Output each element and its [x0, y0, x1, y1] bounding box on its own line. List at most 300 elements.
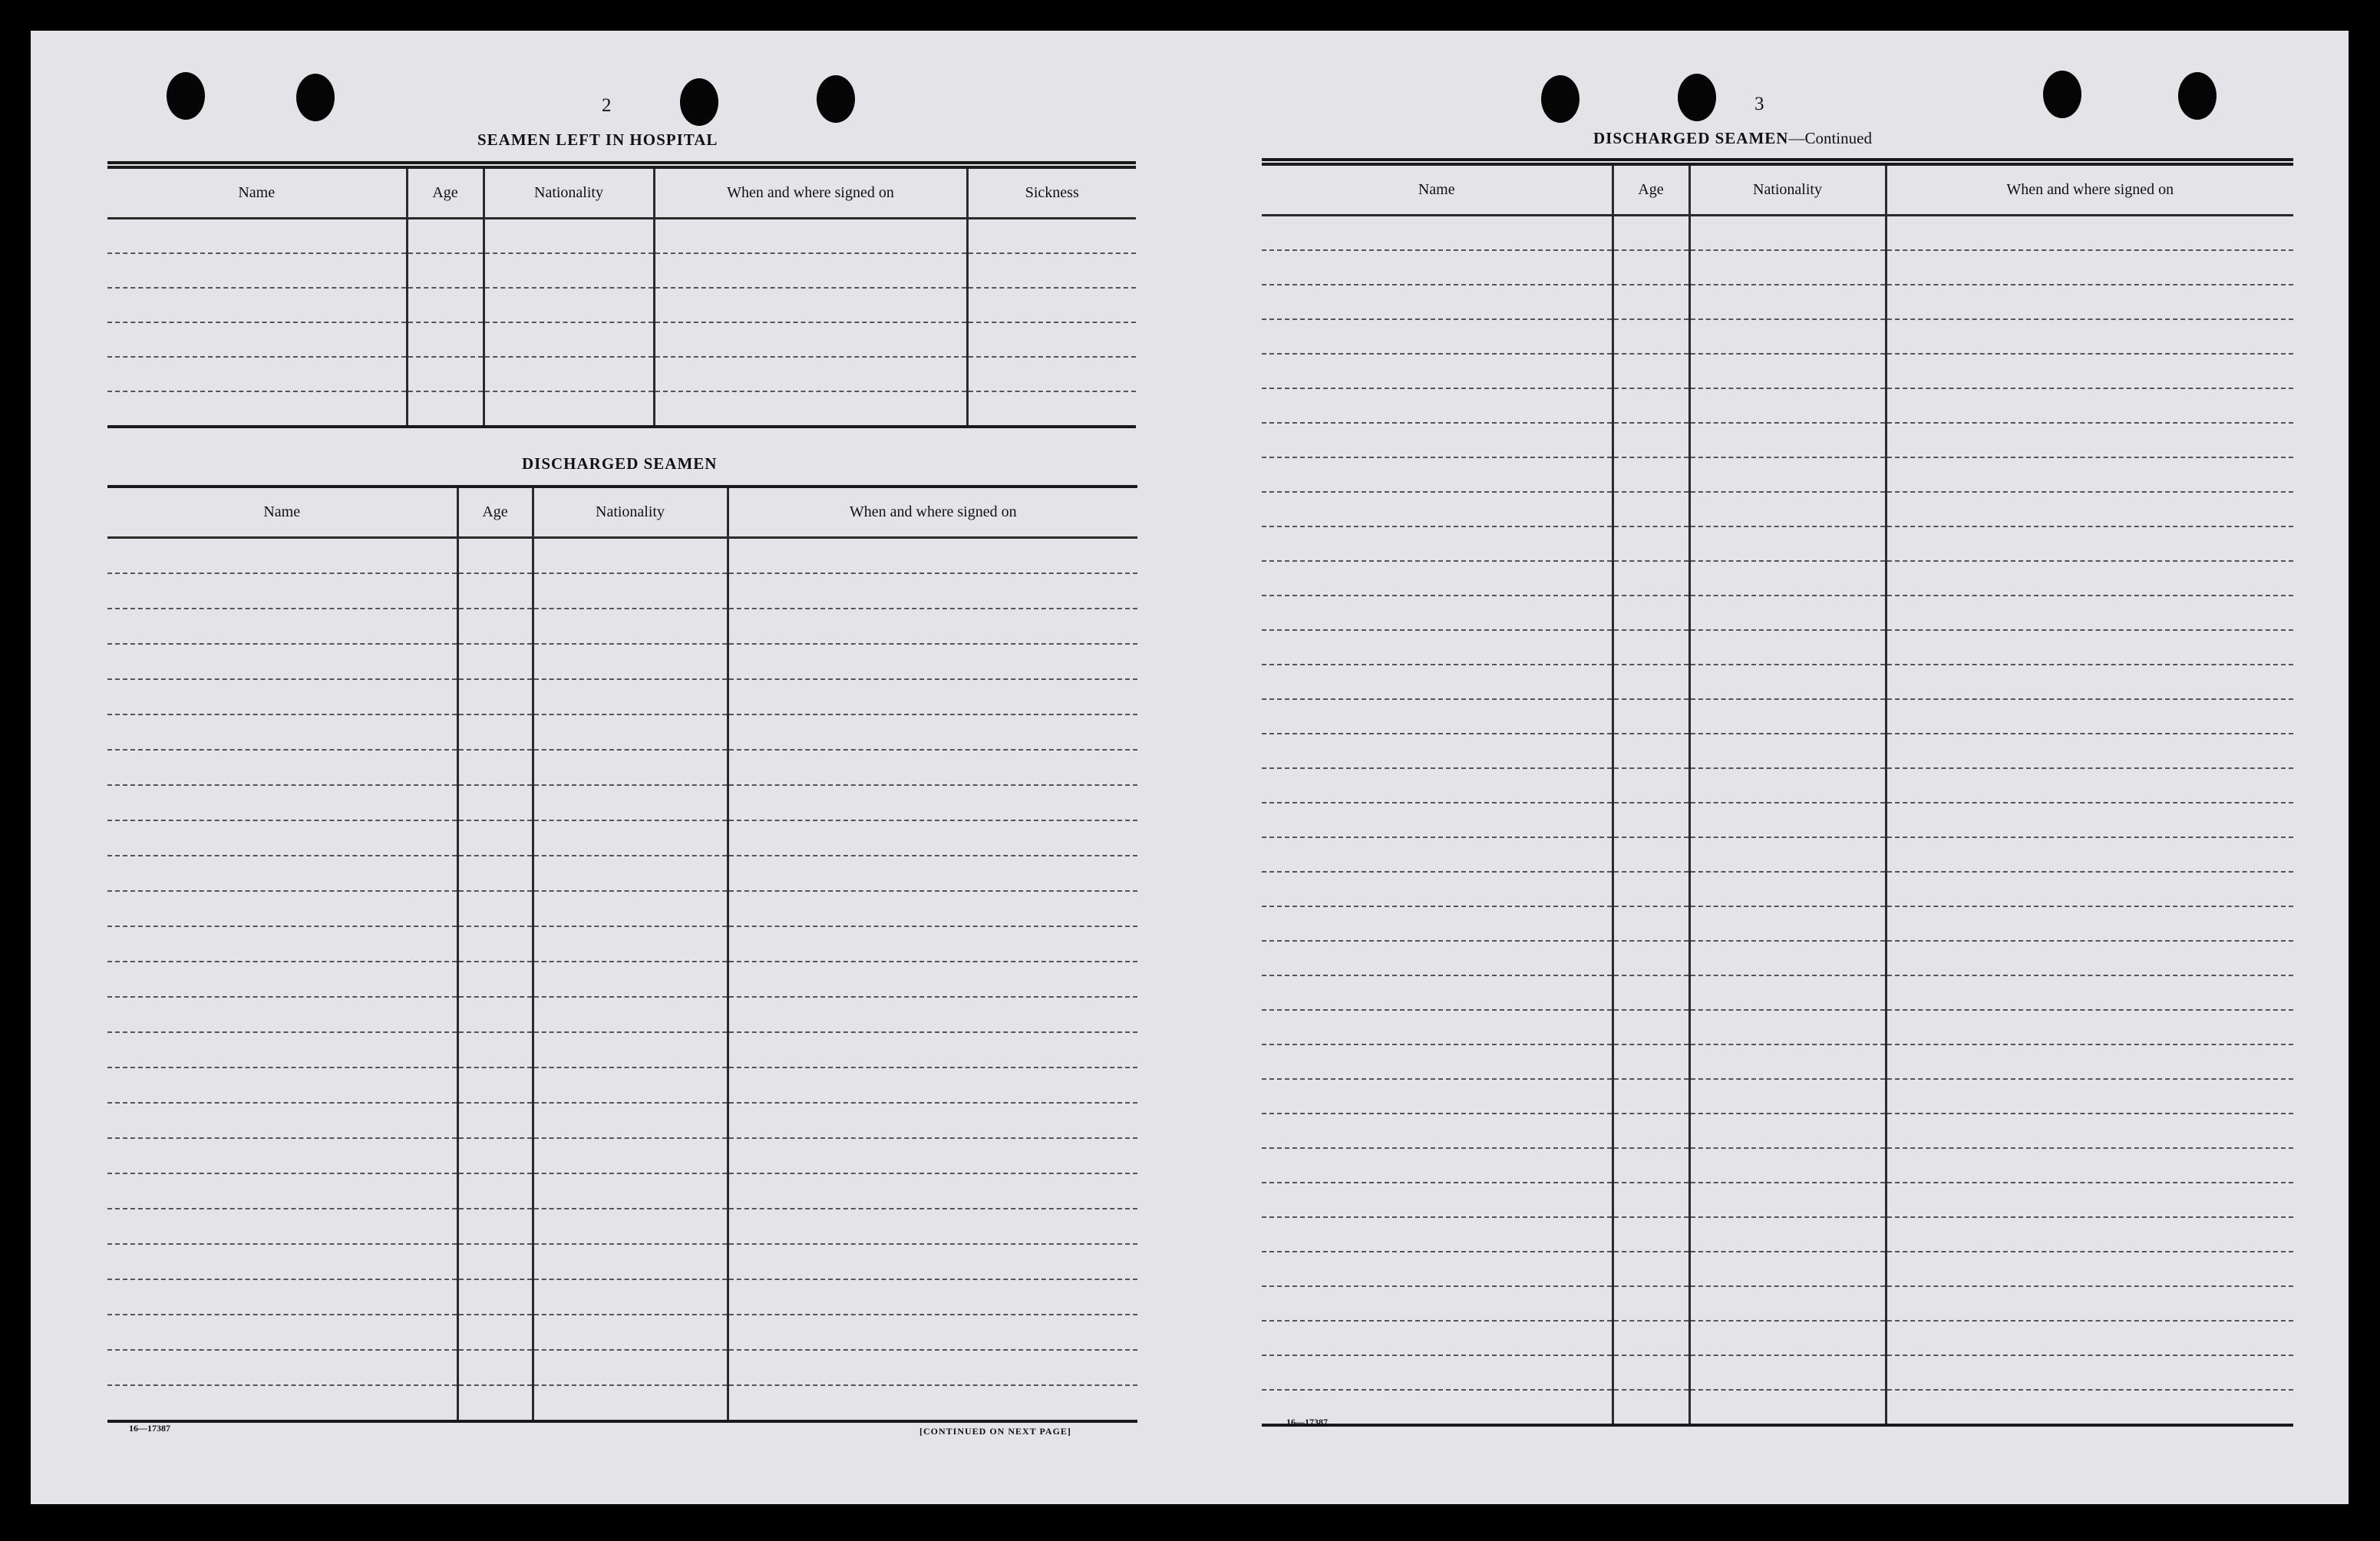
column-header-nationality: Nationality: [484, 167, 654, 219]
name-cell[interactable]: [107, 679, 457, 714]
age-cell[interactable]: [1613, 837, 1689, 872]
signed-on-cell[interactable]: [728, 1103, 1137, 1138]
name-cell[interactable]: [107, 785, 457, 820]
age-cell[interactable]: [1613, 768, 1689, 803]
signed-on-cell[interactable]: [728, 750, 1137, 785]
name-cell[interactable]: [1262, 319, 1613, 354]
nationality-cell[interactable]: [1689, 906, 1886, 941]
name-cell[interactable]: [107, 538, 457, 574]
sickness-cell[interactable]: [967, 391, 1136, 427]
signed-on-cell[interactable]: [1886, 319, 2293, 354]
name-cell[interactable]: [1262, 526, 1613, 561]
name-cell[interactable]: [1262, 803, 1613, 837]
name-cell[interactable]: [1262, 457, 1613, 492]
name-cell[interactable]: [1262, 596, 1613, 630]
age-cell[interactable]: [1613, 319, 1689, 354]
continued-note: [CONTINUED ON NEXT PAGE]: [919, 1426, 1071, 1437]
age-cell[interactable]: [407, 391, 484, 427]
age-cell[interactable]: [457, 1103, 533, 1138]
signed-on-cell[interactable]: [728, 997, 1137, 1032]
discharged-table: [107, 485, 1137, 1423]
signed-on-cell[interactable]: [654, 357, 967, 391]
age-cell[interactable]: [1613, 665, 1689, 699]
table-row: [1262, 216, 2293, 251]
name-cell[interactable]: [1262, 975, 1613, 1010]
nationality-cell[interactable]: [533, 714, 728, 750]
age-cell[interactable]: [1613, 285, 1689, 319]
table-row: [107, 1173, 1137, 1209]
nationality-cell[interactable]: [533, 997, 728, 1032]
age-cell[interactable]: [457, 679, 533, 714]
nationality-cell[interactable]: [533, 750, 728, 785]
signed-on-cell[interactable]: [1886, 734, 2293, 768]
name-cell[interactable]: [1262, 354, 1613, 388]
age-cell[interactable]: [407, 253, 484, 288]
nationality-cell[interactable]: [533, 1350, 728, 1385]
table-row: [107, 750, 1137, 785]
name-cell[interactable]: [107, 997, 457, 1032]
signed-on-cell[interactable]: [1886, 906, 2293, 941]
table-row: [1262, 596, 2293, 630]
signed-on-cell[interactable]: [728, 538, 1137, 574]
age-cell[interactable]: [457, 538, 533, 574]
nationality-cell[interactable]: [1689, 837, 1886, 872]
age-cell[interactable]: [1613, 1217, 1689, 1252]
age-cell[interactable]: [1613, 1079, 1689, 1114]
age-cell[interactable]: [1613, 216, 1689, 251]
nationality-cell[interactable]: [484, 322, 654, 357]
nationality-cell[interactable]: [533, 1032, 728, 1067]
signed-on-cell[interactable]: [728, 1138, 1137, 1173]
signed-on-cell[interactable]: [728, 891, 1137, 926]
table-row: [107, 962, 1137, 997]
name-cell[interactable]: [1262, 1217, 1613, 1252]
signed-on-cell[interactable]: [728, 1032, 1137, 1067]
nationality-cell[interactable]: [533, 856, 728, 891]
signed-on-cell[interactable]: [1886, 596, 2293, 630]
signed-on-cell[interactable]: [1886, 492, 2293, 526]
nationality-cell[interactable]: [533, 1138, 728, 1173]
table-row: [107, 1350, 1137, 1385]
nationality-cell[interactable]: [1689, 941, 1886, 975]
age-cell[interactable]: [457, 856, 533, 891]
age-cell[interactable]: [1613, 1010, 1689, 1044]
age-cell[interactable]: [1613, 803, 1689, 837]
name-cell[interactable]: [107, 219, 407, 254]
name-cell[interactable]: [107, 644, 457, 679]
nationality-cell[interactable]: [1689, 1183, 1886, 1217]
nationality-cell[interactable]: [1689, 1079, 1886, 1114]
signed-on-cell[interactable]: [1886, 837, 2293, 872]
age-cell[interactable]: [1613, 1321, 1689, 1355]
signed-on-cell[interactable]: [1886, 1183, 2293, 1217]
age-cell[interactable]: [1613, 941, 1689, 975]
nationality-cell[interactable]: [533, 679, 728, 714]
age-cell[interactable]: [457, 1209, 533, 1244]
age-cell[interactable]: [1613, 1355, 1689, 1390]
age-cell[interactable]: [457, 1138, 533, 1173]
nationality-cell[interactable]: [1689, 526, 1886, 561]
name-cell[interactable]: [1262, 250, 1613, 285]
signed-on-cell[interactable]: [728, 820, 1137, 856]
sickness-cell[interactable]: [967, 253, 1136, 288]
signed-on-cell[interactable]: [728, 644, 1137, 679]
signed-on-cell[interactable]: [654, 391, 967, 427]
punch-hole: [2043, 71, 2081, 118]
signed-on-cell[interactable]: [1886, 285, 2293, 319]
table-row: [1262, 388, 2293, 423]
name-cell[interactable]: [107, 288, 407, 322]
nationality-cell[interactable]: [1689, 630, 1886, 665]
age-cell[interactable]: [1613, 1390, 1689, 1425]
nationality-cell[interactable]: [533, 1315, 728, 1350]
table-row: [1262, 1217, 2293, 1252]
signed-on-cell[interactable]: [654, 219, 967, 254]
name-cell[interactable]: [1262, 1321, 1613, 1355]
name-cell[interactable]: [1262, 1252, 1613, 1286]
name-cell[interactable]: [107, 1244, 457, 1279]
signed-on-cell[interactable]: [1886, 768, 2293, 803]
age-cell[interactable]: [1613, 1183, 1689, 1217]
name-cell[interactable]: [1262, 734, 1613, 768]
signed-on-cell[interactable]: [1886, 1286, 2293, 1321]
age-cell[interactable]: [457, 609, 533, 644]
nationality-cell[interactable]: [1689, 1286, 1886, 1321]
signed-on-cell[interactable]: [1886, 1044, 2293, 1079]
age-cell[interactable]: [457, 962, 533, 997]
age-cell[interactable]: [407, 288, 484, 322]
discharged-continued-table: [1262, 163, 2293, 1427]
signed-on-cell[interactable]: [1886, 388, 2293, 423]
age-cell[interactable]: [457, 1315, 533, 1350]
age-cell[interactable]: [457, 1067, 533, 1103]
name-cell[interactable]: [1262, 768, 1613, 803]
table-row: [1262, 1010, 2293, 1044]
name-cell[interactable]: [1262, 1286, 1613, 1321]
signed-on-cell[interactable]: [728, 609, 1137, 644]
signed-on-cell[interactable]: [1886, 1114, 2293, 1148]
column-header-signed-on: When and where signed on: [1886, 164, 2293, 216]
age-cell[interactable]: [1613, 561, 1689, 596]
age-cell[interactable]: [1613, 1252, 1689, 1286]
signed-on-cell[interactable]: [1886, 1252, 2293, 1286]
nationality-cell[interactable]: [1689, 1321, 1886, 1355]
age-cell[interactable]: [457, 891, 533, 926]
nationality-cell[interactable]: [1689, 388, 1886, 423]
age-cell[interactable]: [1613, 1148, 1689, 1183]
name-cell[interactable]: [107, 891, 457, 926]
age-cell[interactable]: [407, 357, 484, 391]
column-header-age: Age: [457, 487, 533, 538]
name-cell[interactable]: [1262, 1010, 1613, 1044]
name-cell[interactable]: [107, 1279, 457, 1315]
signed-on-cell[interactable]: [1886, 630, 2293, 665]
nationality-cell[interactable]: [1689, 975, 1886, 1010]
signed-on-cell[interactable]: [1886, 941, 2293, 975]
age-cell[interactable]: [407, 322, 484, 357]
table-row: [107, 1279, 1137, 1315]
name-cell[interactable]: [1262, 1079, 1613, 1114]
age-cell[interactable]: [1613, 1044, 1689, 1079]
table-row: [107, 644, 1137, 679]
nationality-cell[interactable]: [533, 820, 728, 856]
nationality-cell[interactable]: [1689, 872, 1886, 906]
table-row: [1262, 1114, 2293, 1148]
age-cell[interactable]: [1613, 526, 1689, 561]
nationality-cell[interactable]: [533, 1385, 728, 1421]
name-cell[interactable]: [1262, 665, 1613, 699]
name-cell[interactable]: [107, 1315, 457, 1350]
name-cell[interactable]: [107, 322, 407, 357]
signed-on-cell[interactable]: [728, 926, 1137, 962]
age-cell[interactable]: [1613, 1286, 1689, 1321]
signed-on-cell[interactable]: [1886, 526, 2293, 561]
column-header-sickness: Sickness: [967, 167, 1136, 219]
age-cell[interactable]: [457, 573, 533, 609]
name-cell[interactable]: [1262, 1114, 1613, 1148]
name-cell[interactable]: [1262, 216, 1613, 251]
nationality-cell[interactable]: [1689, 1355, 1886, 1390]
age-cell[interactable]: [1613, 906, 1689, 941]
nationality-cell[interactable]: [484, 219, 654, 254]
nationality-cell[interactable]: [1689, 423, 1886, 457]
table-row: [107, 997, 1137, 1032]
nationality-cell[interactable]: [1689, 285, 1886, 319]
signed-on-cell[interactable]: [728, 1244, 1137, 1279]
nationality-cell[interactable]: [1689, 768, 1886, 803]
sickness-cell[interactable]: [967, 357, 1136, 391]
signed-on-cell[interactable]: [728, 856, 1137, 891]
table-row: [1262, 803, 2293, 837]
name-cell[interactable]: [1262, 423, 1613, 457]
name-cell[interactable]: [107, 962, 457, 997]
age-cell[interactable]: [457, 785, 533, 820]
age-cell[interactable]: [1613, 596, 1689, 630]
age-cell[interactable]: [457, 644, 533, 679]
table-row: [1262, 1079, 2293, 1114]
table-row: [107, 538, 1137, 574]
nationality-cell[interactable]: [533, 1067, 728, 1103]
age-cell[interactable]: [1613, 630, 1689, 665]
sickness-cell[interactable]: [967, 288, 1136, 322]
name-cell[interactable]: [107, 1209, 457, 1244]
name-cell[interactable]: [1262, 388, 1613, 423]
name-cell[interactable]: [107, 1032, 457, 1067]
nationality-cell[interactable]: [533, 1279, 728, 1315]
name-cell[interactable]: [1262, 837, 1613, 872]
name-cell[interactable]: [107, 253, 407, 288]
signed-on-cell[interactable]: [1886, 1390, 2293, 1425]
name-cell[interactable]: [107, 714, 457, 750]
age-cell[interactable]: [1613, 250, 1689, 285]
name-cell[interactable]: [107, 856, 457, 891]
name-cell[interactable]: [107, 1385, 457, 1421]
name-cell[interactable]: [107, 609, 457, 644]
name-cell[interactable]: [1262, 630, 1613, 665]
nationality-cell[interactable]: [1689, 319, 1886, 354]
table-row: [1262, 319, 2293, 354]
name-cell[interactable]: [107, 1173, 457, 1209]
age-cell[interactable]: [1613, 492, 1689, 526]
nationality-cell[interactable]: [1689, 699, 1886, 734]
signed-on-cell[interactable]: [1886, 354, 2293, 388]
signed-on-cell[interactable]: [728, 1067, 1137, 1103]
age-cell[interactable]: [457, 714, 533, 750]
nationality-cell[interactable]: [1689, 596, 1886, 630]
signed-on-cell[interactable]: [728, 962, 1137, 997]
nationality-cell[interactable]: [1689, 561, 1886, 596]
age-cell[interactable]: [1613, 423, 1689, 457]
name-cell[interactable]: [107, 1138, 457, 1173]
name-cell[interactable]: [1262, 561, 1613, 596]
name-cell[interactable]: [1262, 906, 1613, 941]
signed-on-cell[interactable]: [728, 785, 1137, 820]
nationality-cell[interactable]: [1689, 354, 1886, 388]
name-cell[interactable]: [107, 1067, 457, 1103]
name-cell[interactable]: [1262, 1183, 1613, 1217]
signed-on-cell[interactable]: [1886, 975, 2293, 1010]
table-row: [107, 1103, 1137, 1138]
table-row: [107, 1138, 1137, 1173]
name-cell[interactable]: [1262, 492, 1613, 526]
age-cell[interactable]: [457, 1173, 533, 1209]
signed-on-cell[interactable]: [1886, 216, 2293, 251]
nationality-cell[interactable]: [484, 253, 654, 288]
signed-on-cell[interactable]: [1886, 457, 2293, 492]
name-cell[interactable]: [107, 391, 407, 427]
nationality-cell[interactable]: [1689, 1114, 1886, 1148]
signed-on-cell[interactable]: [1886, 699, 2293, 734]
nationality-cell[interactable]: [1689, 1148, 1886, 1183]
signed-on-cell[interactable]: [1886, 1148, 2293, 1183]
age-cell[interactable]: [1613, 872, 1689, 906]
signed-on-cell[interactable]: [1886, 423, 2293, 457]
nationality-cell[interactable]: [533, 891, 728, 926]
signed-on-cell[interactable]: [654, 288, 967, 322]
age-cell[interactable]: [1613, 1114, 1689, 1148]
nationality-cell[interactable]: [1689, 803, 1886, 837]
age-cell[interactable]: [1613, 975, 1689, 1010]
signed-on-cell[interactable]: [1886, 250, 2293, 285]
signed-on-cell[interactable]: [728, 1385, 1137, 1421]
name-cell[interactable]: [107, 1350, 457, 1385]
signed-on-cell[interactable]: [1886, 1217, 2293, 1252]
nationality-cell[interactable]: [533, 538, 728, 574]
nationality-cell[interactable]: [1689, 1010, 1886, 1044]
name-cell[interactable]: [107, 357, 407, 391]
signed-on-cell[interactable]: [728, 1279, 1137, 1315]
signed-on-cell[interactable]: [1886, 1355, 2293, 1390]
name-cell[interactable]: [1262, 872, 1613, 906]
nationality-cell[interactable]: [1689, 1044, 1886, 1079]
age-cell[interactable]: [457, 997, 533, 1032]
nationality-cell[interactable]: [484, 357, 654, 391]
name-cell[interactable]: [107, 1103, 457, 1138]
signed-on-cell[interactable]: [728, 573, 1137, 609]
age-cell[interactable]: [1613, 388, 1689, 423]
name-cell[interactable]: [107, 820, 457, 856]
nationality-cell[interactable]: [1689, 1252, 1886, 1286]
sickness-cell[interactable]: [967, 322, 1136, 357]
name-cell[interactable]: [107, 750, 457, 785]
age-cell[interactable]: [457, 1385, 533, 1421]
name-cell[interactable]: [107, 573, 457, 609]
age-cell[interactable]: [457, 926, 533, 962]
age-cell[interactable]: [1613, 354, 1689, 388]
age-cell[interactable]: [457, 1244, 533, 1279]
nationality-cell[interactable]: [533, 1173, 728, 1209]
age-cell[interactable]: [1613, 734, 1689, 768]
signed-on-cell[interactable]: [728, 679, 1137, 714]
nationality-cell[interactable]: [533, 1244, 728, 1279]
signed-on-cell[interactable]: [1886, 1321, 2293, 1355]
nationality-cell[interactable]: [484, 288, 654, 322]
nationality-cell[interactable]: [533, 609, 728, 644]
nationality-cell[interactable]: [1689, 1390, 1886, 1425]
signed-on-cell[interactable]: [1886, 1010, 2293, 1044]
signed-on-cell[interactable]: [654, 253, 967, 288]
signed-on-cell[interactable]: [728, 714, 1137, 750]
signed-on-cell[interactable]: [1886, 665, 2293, 699]
nationality-cell[interactable]: [533, 962, 728, 997]
punch-hole: [1678, 74, 1716, 121]
signed-on-cell[interactable]: [728, 1350, 1137, 1385]
table-row: [107, 253, 1136, 288]
nationality-cell[interactable]: [533, 573, 728, 609]
age-cell[interactable]: [457, 750, 533, 785]
signed-on-cell[interactable]: [728, 1173, 1137, 1209]
age-cell[interactable]: [457, 820, 533, 856]
name-cell[interactable]: [1262, 285, 1613, 319]
nationality-cell[interactable]: [1689, 216, 1886, 251]
nationality-cell[interactable]: [1689, 734, 1886, 768]
nationality-cell[interactable]: [1689, 1217, 1886, 1252]
nationality-cell[interactable]: [484, 391, 654, 427]
nationality-cell[interactable]: [1689, 250, 1886, 285]
name-cell[interactable]: [107, 926, 457, 962]
table-row: [1262, 1183, 2293, 1217]
nationality-cell[interactable]: [533, 785, 728, 820]
nationality-cell[interactable]: [533, 1209, 728, 1244]
signed-on-cell[interactable]: [728, 1209, 1137, 1244]
nationality-cell[interactable]: [1689, 665, 1886, 699]
age-cell[interactable]: [1613, 457, 1689, 492]
age-cell[interactable]: [457, 1279, 533, 1315]
name-cell[interactable]: [1262, 1148, 1613, 1183]
signed-on-cell[interactable]: [728, 1315, 1137, 1350]
nationality-cell[interactable]: [533, 926, 728, 962]
name-cell[interactable]: [1262, 1044, 1613, 1079]
nationality-cell[interactable]: [1689, 492, 1886, 526]
name-cell[interactable]: [1262, 941, 1613, 975]
signed-on-cell[interactable]: [1886, 803, 2293, 837]
age-cell[interactable]: [1613, 699, 1689, 734]
age-cell[interactable]: [407, 219, 484, 254]
sickness-cell[interactable]: [967, 219, 1136, 254]
signed-on-cell[interactable]: [1886, 561, 2293, 596]
name-cell[interactable]: [1262, 1355, 1613, 1390]
age-cell[interactable]: [457, 1032, 533, 1067]
table-row: [107, 1244, 1137, 1279]
nationality-cell[interactable]: [1689, 457, 1886, 492]
age-cell[interactable]: [457, 1350, 533, 1385]
signed-on-cell[interactable]: [1886, 872, 2293, 906]
signed-on-cell[interactable]: [654, 322, 967, 357]
nationality-cell[interactable]: [533, 1103, 728, 1138]
signed-on-cell[interactable]: [1886, 1079, 2293, 1114]
name-cell[interactable]: [1262, 699, 1613, 734]
nationality-cell[interactable]: [533, 644, 728, 679]
